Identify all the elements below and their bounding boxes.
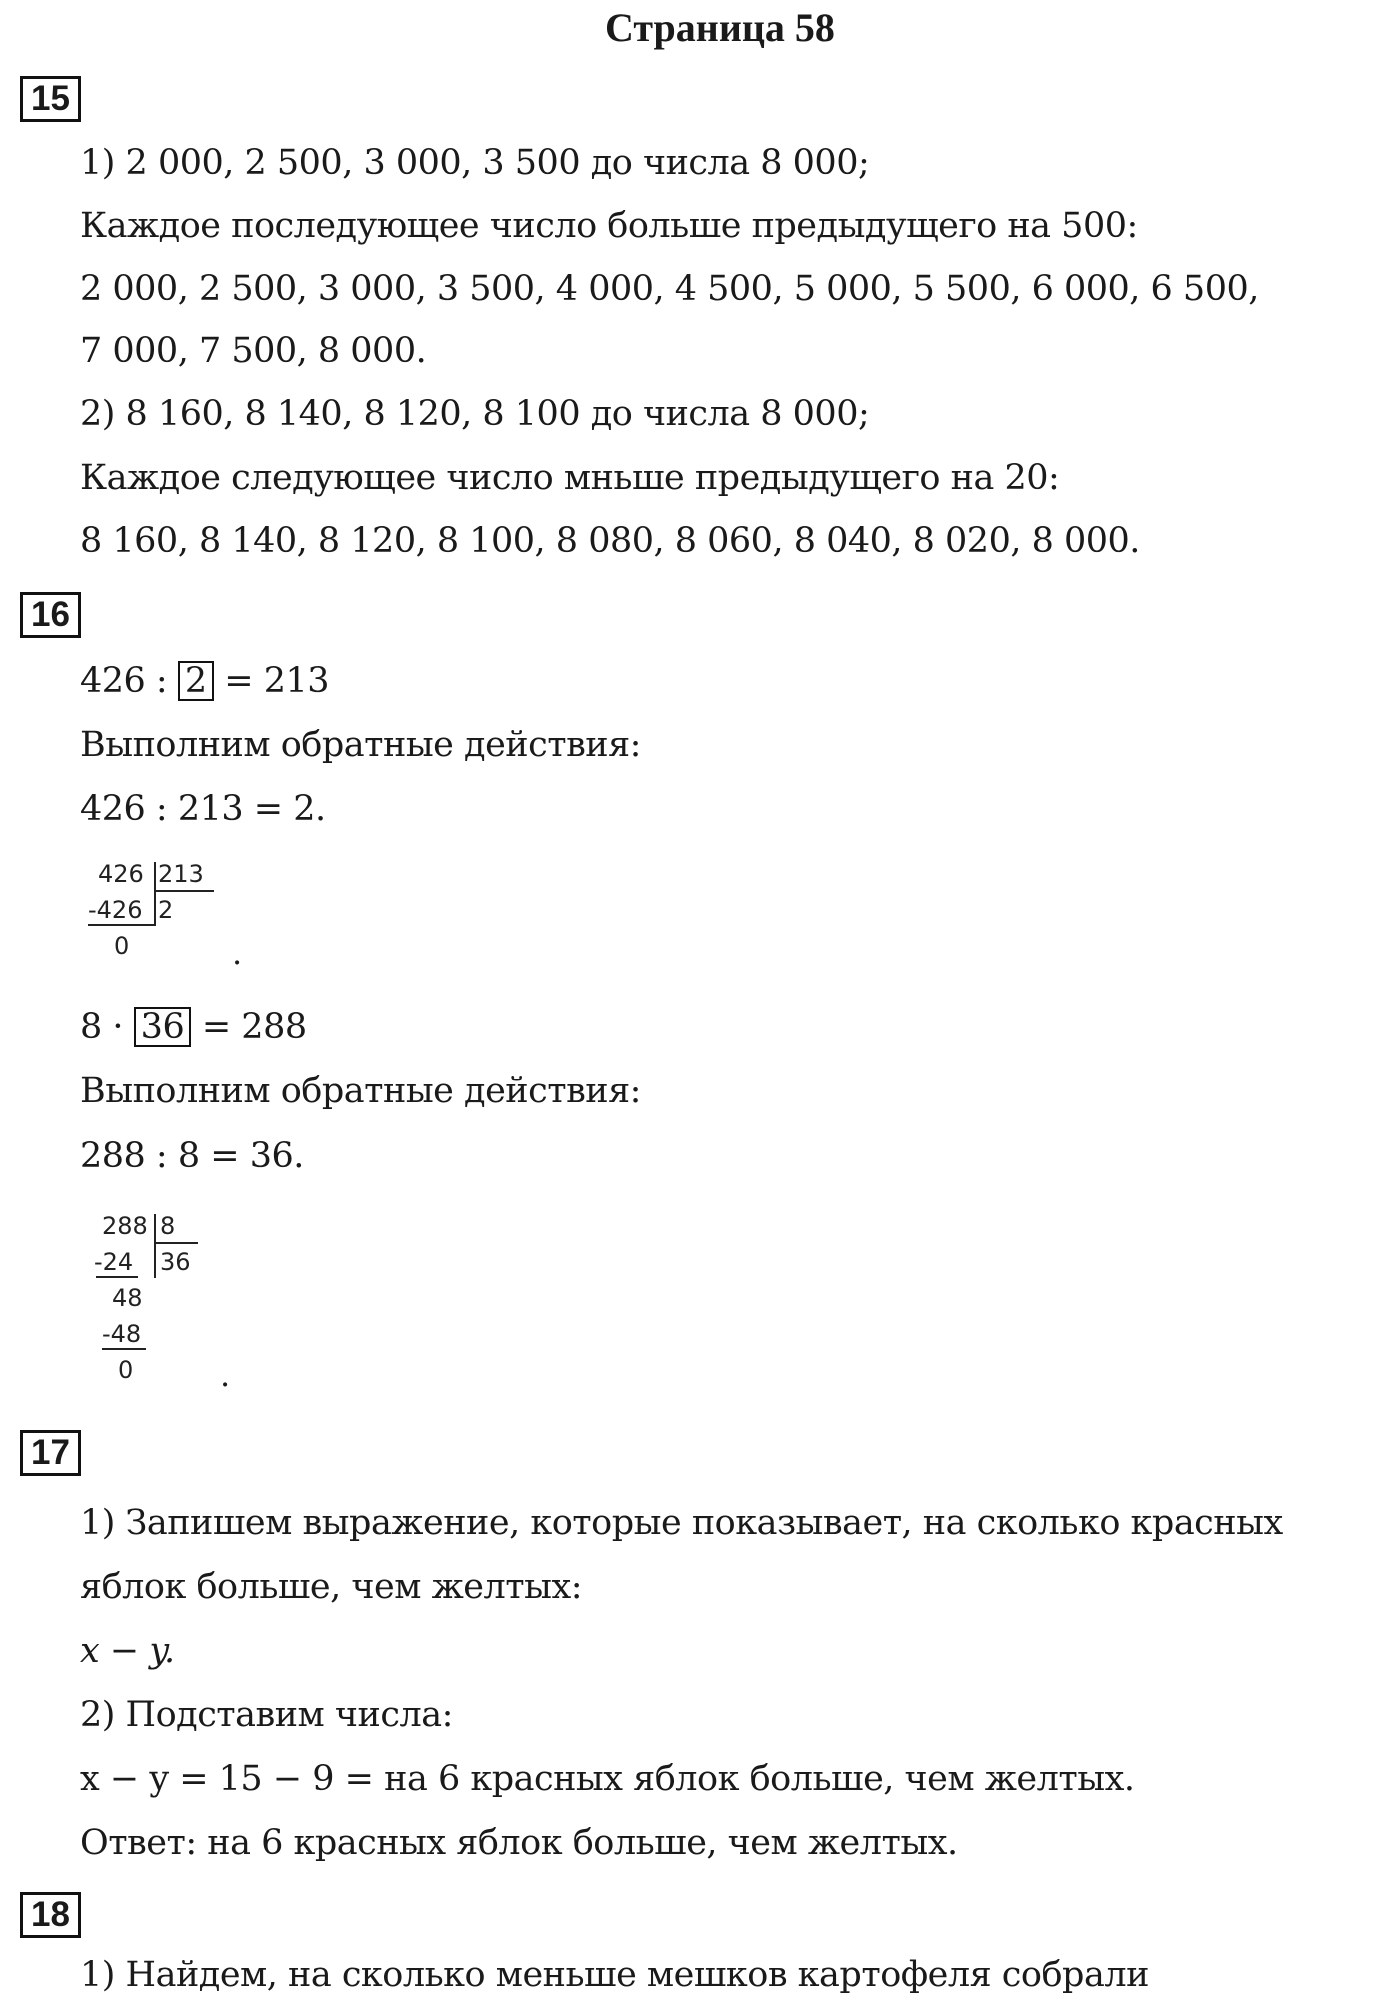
- div1-vertical-bar: [154, 862, 156, 926]
- task-number-18: 18: [20, 1892, 81, 1938]
- div2-divisor-bar: [154, 1242, 198, 1244]
- task15-line-2: Каждое последующее число больше предыдущего на 500:: [80, 206, 1138, 246]
- eq2-right: = 288: [201, 1007, 307, 1047]
- div2-subtraction-bar-1: [96, 1276, 138, 1278]
- task-number-15: 15: [20, 76, 81, 122]
- task15-line-3: 2 000, 2 500, 3 000, 3 500, 4 000, 4 500, 5 000, 5 500, 6 000, 6 500,: [80, 269, 1259, 309]
- eq1-left: 426 :: [80, 661, 168, 701]
- eq2-left: 8 ·: [80, 1007, 124, 1047]
- div1-divisor: 213: [158, 860, 204, 888]
- task16-reverse-label-2: Выполним обратные действия:: [80, 1071, 641, 1111]
- div2-vertical-bar: [154, 1214, 156, 1278]
- div2-mid: 48: [112, 1284, 143, 1312]
- eq1-boxed-answer: 2: [178, 661, 214, 701]
- task15-line-5: 2) 8 160, 8 140, 8 120, 8 100 до числа 8 000;: [80, 394, 870, 434]
- div1-dividend: 426: [98, 860, 144, 888]
- div2-dot: .: [220, 1356, 231, 1394]
- task15-line-6: Каждое следующее число мньше предыдущего на 20:: [80, 458, 1060, 498]
- div1-remainder: 0: [114, 932, 130, 960]
- task16-check-1: 426 : 213 = 2.: [80, 789, 326, 829]
- div2-dividend: 288: [102, 1212, 148, 1240]
- task-number-17: 17: [20, 1430, 81, 1476]
- task17-line-5: x − y = 15 − 9 = на 6 красных яблок больше, чем желтых.: [80, 1759, 1135, 1799]
- div1-subtraction-bar: [88, 924, 154, 926]
- task15-line-1: 1) 2 000, 2 500, 3 000, 3 500 до числа 8 000;: [80, 143, 870, 183]
- task17-line-1: 1) Запишем выражение, которые показывает, на сколько красных: [80, 1503, 1283, 1543]
- div2-subtrahend-1: -24: [94, 1248, 134, 1276]
- page-title: Страница 58: [605, 5, 835, 50]
- div1-divisor-bar: [154, 890, 214, 892]
- div2-subtraction-bar-2: [102, 1348, 146, 1350]
- div1-subtrahend: -426: [88, 896, 143, 924]
- task17-answer: Ответ: на 6 красных яблок больше, чем желтых.: [80, 1823, 958, 1863]
- eq1-right: = 213: [224, 661, 330, 701]
- long-division-2: [80, 1212, 280, 1392]
- eq2-boxed-answer: 36: [134, 1007, 192, 1047]
- task16-equation-1: [80, 658, 329, 704]
- div2-quotient: 36: [160, 1248, 191, 1276]
- long-division-1: [80, 860, 280, 970]
- task16-check-2: 288 : 8 = 36.: [80, 1136, 304, 1176]
- task18-line-1: 1) Найдем, на сколько меньше мешков картофеля собрали: [80, 1955, 1149, 1995]
- task17-line-4: 2) Подставим числа:: [80, 1695, 453, 1735]
- div2-remainder: 0: [118, 1356, 134, 1384]
- task15-line-7: 8 160, 8 140, 8 120, 8 100, 8 080, 8 060, 8 040, 8 020, 8 000.: [80, 521, 1140, 561]
- task16-equation-2: [80, 1004, 307, 1050]
- div2-subtrahend-2: -48: [102, 1320, 142, 1348]
- task16-reverse-label-1: Выполним обратные действия:: [80, 725, 641, 765]
- div1-quotient: 2: [158, 896, 174, 924]
- task15-line-4: 7 000, 7 500, 8 000.: [80, 331, 427, 371]
- task17-line-2: яблок больше, чем желтых:: [80, 1567, 582, 1607]
- task-number-16: 16: [20, 592, 81, 638]
- div1-dot: .: [232, 934, 243, 972]
- div2-divisor: 8: [160, 1212, 176, 1240]
- task17-expression: x − y.: [80, 1631, 175, 1671]
